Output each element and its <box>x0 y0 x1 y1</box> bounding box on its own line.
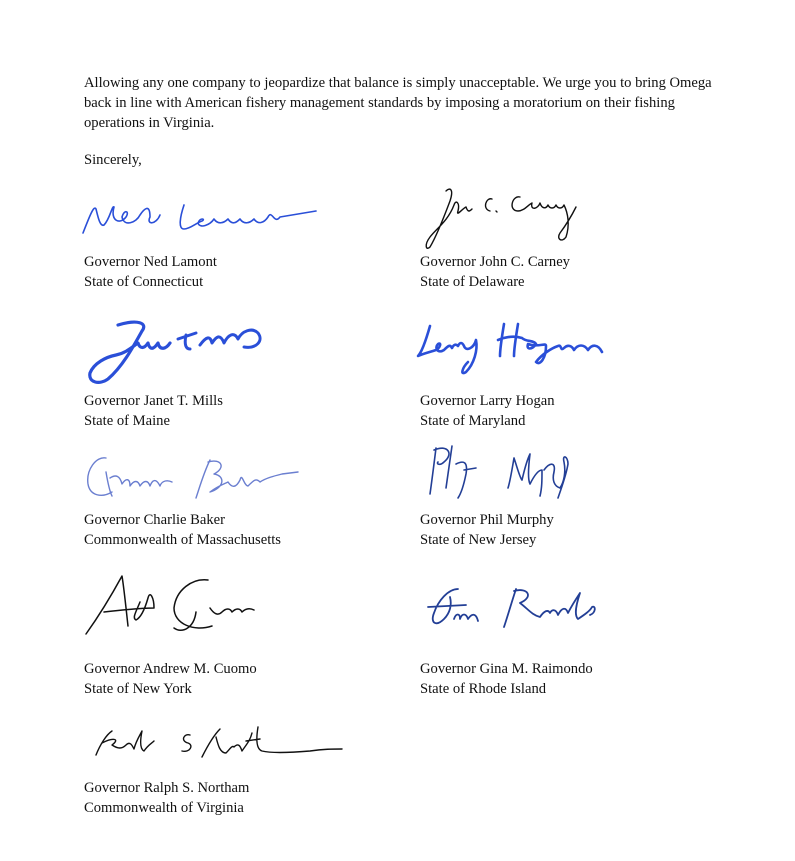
signatory-name: Governor Larry Hogan <box>420 393 555 409</box>
signatory-name: Governor Ralph S. Northam <box>84 780 250 796</box>
signatory-state: State of New York <box>84 681 192 697</box>
signature-phil-murphy <box>424 440 594 508</box>
signature-andrew-cuomo <box>82 568 272 640</box>
signature-gina-raimondo <box>424 583 604 633</box>
signatory-name: Governor Janet T. Mills <box>84 393 223 409</box>
signature-janet-mills <box>82 315 282 390</box>
signature-ned-lamont <box>80 195 320 240</box>
signatory-state: Commonwealth of Virginia <box>84 800 244 816</box>
signatory-name: Governor Phil Murphy <box>420 512 554 528</box>
signatory-state: State of New Jersey <box>420 532 537 548</box>
signatory-state: Commonwealth of Massachusetts <box>84 532 281 548</box>
signatory-state: State of Rhode Island <box>420 681 547 697</box>
signatory-state: State of Delaware <box>420 274 525 290</box>
signature-ralph-northam <box>80 723 350 765</box>
signatory-state: State of Maryland <box>420 413 526 429</box>
letter-closing: Sincerely, <box>84 152 142 168</box>
signatory-name: Governor John C. Carney <box>420 254 570 270</box>
signature-charlie-baker <box>82 452 312 507</box>
signatory-state: State of Maine <box>84 413 170 429</box>
signature-john-carney <box>420 185 600 255</box>
signatory-state: State of Connecticut <box>84 274 204 290</box>
signatory-name: Governor Andrew M. Cuomo <box>84 661 257 677</box>
letter-paragraph: Allowing any one company to jeopardize that balance is simply unacceptable. We urge you to bring Omega back in line with American fishery management standards by imposing a moratorium on their fishing operations in Virginia. <box>84 75 712 131</box>
signatory-name: Governor Charlie Baker <box>84 512 226 528</box>
signature-larry-hogan <box>412 318 612 378</box>
signatory-name: Governor Ned Lamont <box>84 254 217 270</box>
signatory-name: Governor Gina M. Raimondo <box>420 661 593 677</box>
